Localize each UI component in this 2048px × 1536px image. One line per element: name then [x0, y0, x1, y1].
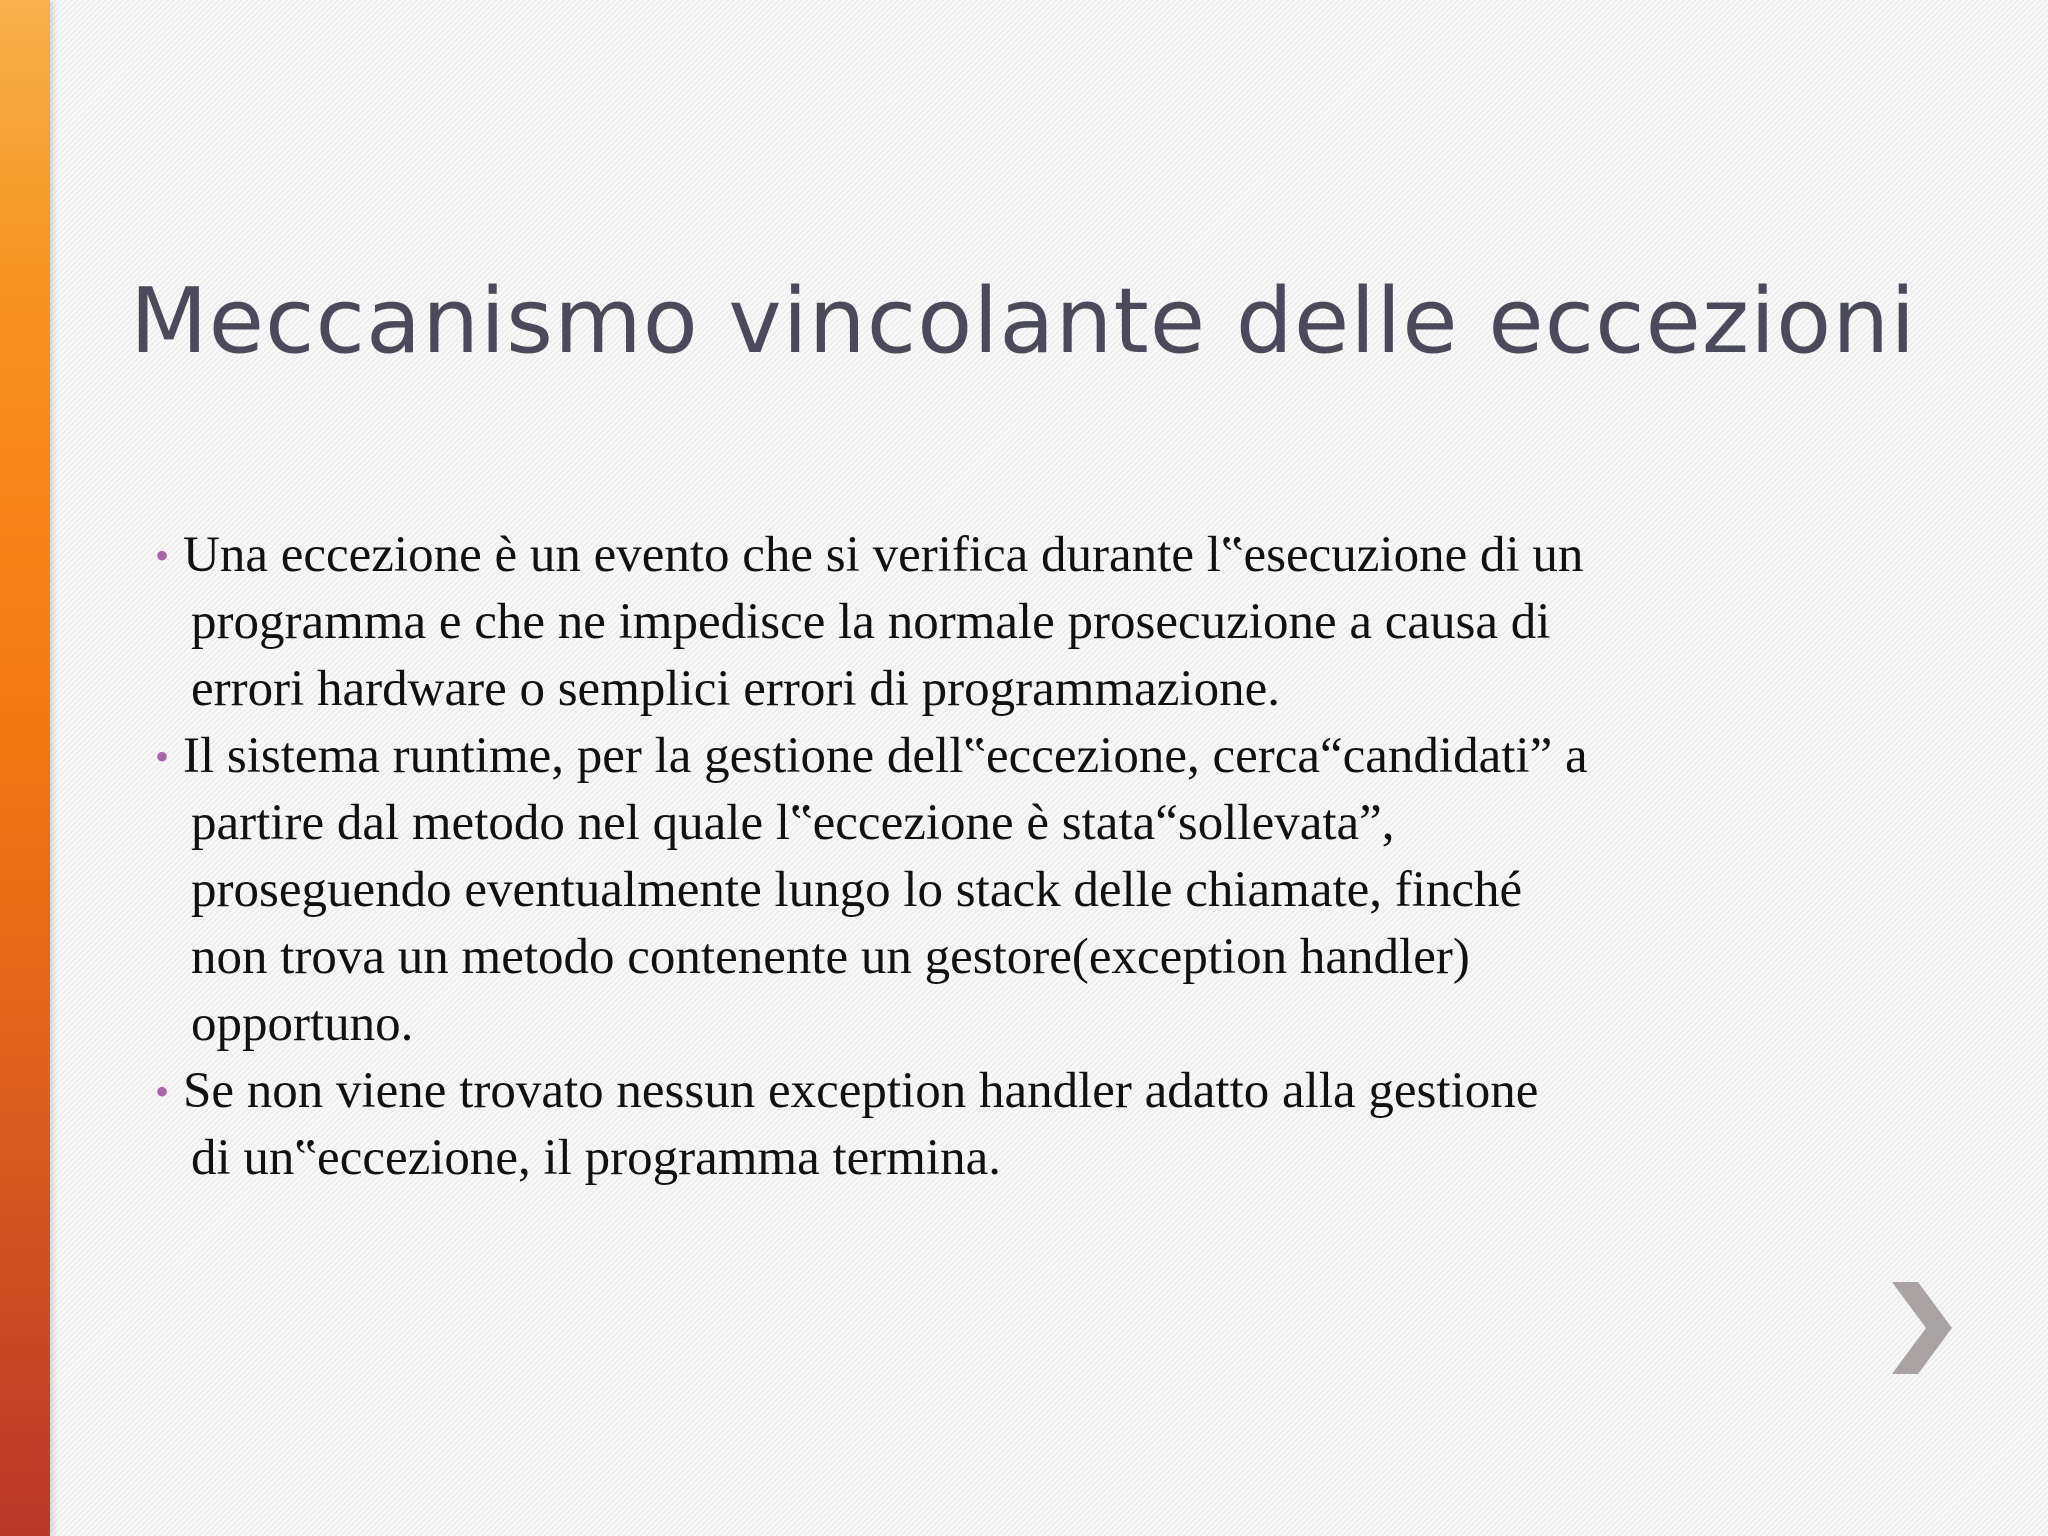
bullet-line: non trova un metodo contenente un gestore(exception handler)	[191, 929, 1470, 985]
bullet-dot: •	[155, 734, 170, 779]
bullet-item	[155, 1058, 1915, 1192]
bullet-line: Se non viene trovato nessun exception handler adatto alla gestione	[183, 1063, 1539, 1119]
chevron-right-icon	[1888, 1278, 1958, 1378]
bullet-line: di un‟eccezione, il programma termina.	[191, 1130, 1001, 1186]
bullet-line: partire dal metodo nel quale l‟eccezione è stata“sollevata”,	[191, 795, 1395, 851]
bullet-line: Una eccezione è un evento che si verifica durante l‟esecuzione di un	[183, 527, 1584, 583]
bullet-line: programma e che ne impedisce la normale prosecuzione a causa di	[191, 594, 1551, 650]
bullet-line: errori hardware o semplici errori di programmazione.	[191, 661, 1280, 717]
next-slide-button[interactable]	[1888, 1278, 1958, 1378]
bullet-line: Il sistema runtime, per la gestione dell‟eccezione, cerca“candidati” a	[183, 728, 1588, 784]
bullet-item	[155, 723, 1915, 1058]
bullet-dot: •	[155, 533, 170, 578]
bullet-item	[155, 522, 1915, 723]
slide-title: Meccanismo vincolante delle eccezioni	[130, 269, 1917, 374]
bullet-line: opportuno.	[191, 996, 414, 1052]
bullet-list	[155, 522, 1915, 1192]
accent-side-bar	[0, 0, 50, 1536]
bullet-line: proseguendo eventualmente lungo lo stack delle chiamate, finché	[191, 862, 1523, 918]
bullet-dot: •	[155, 1069, 170, 1114]
